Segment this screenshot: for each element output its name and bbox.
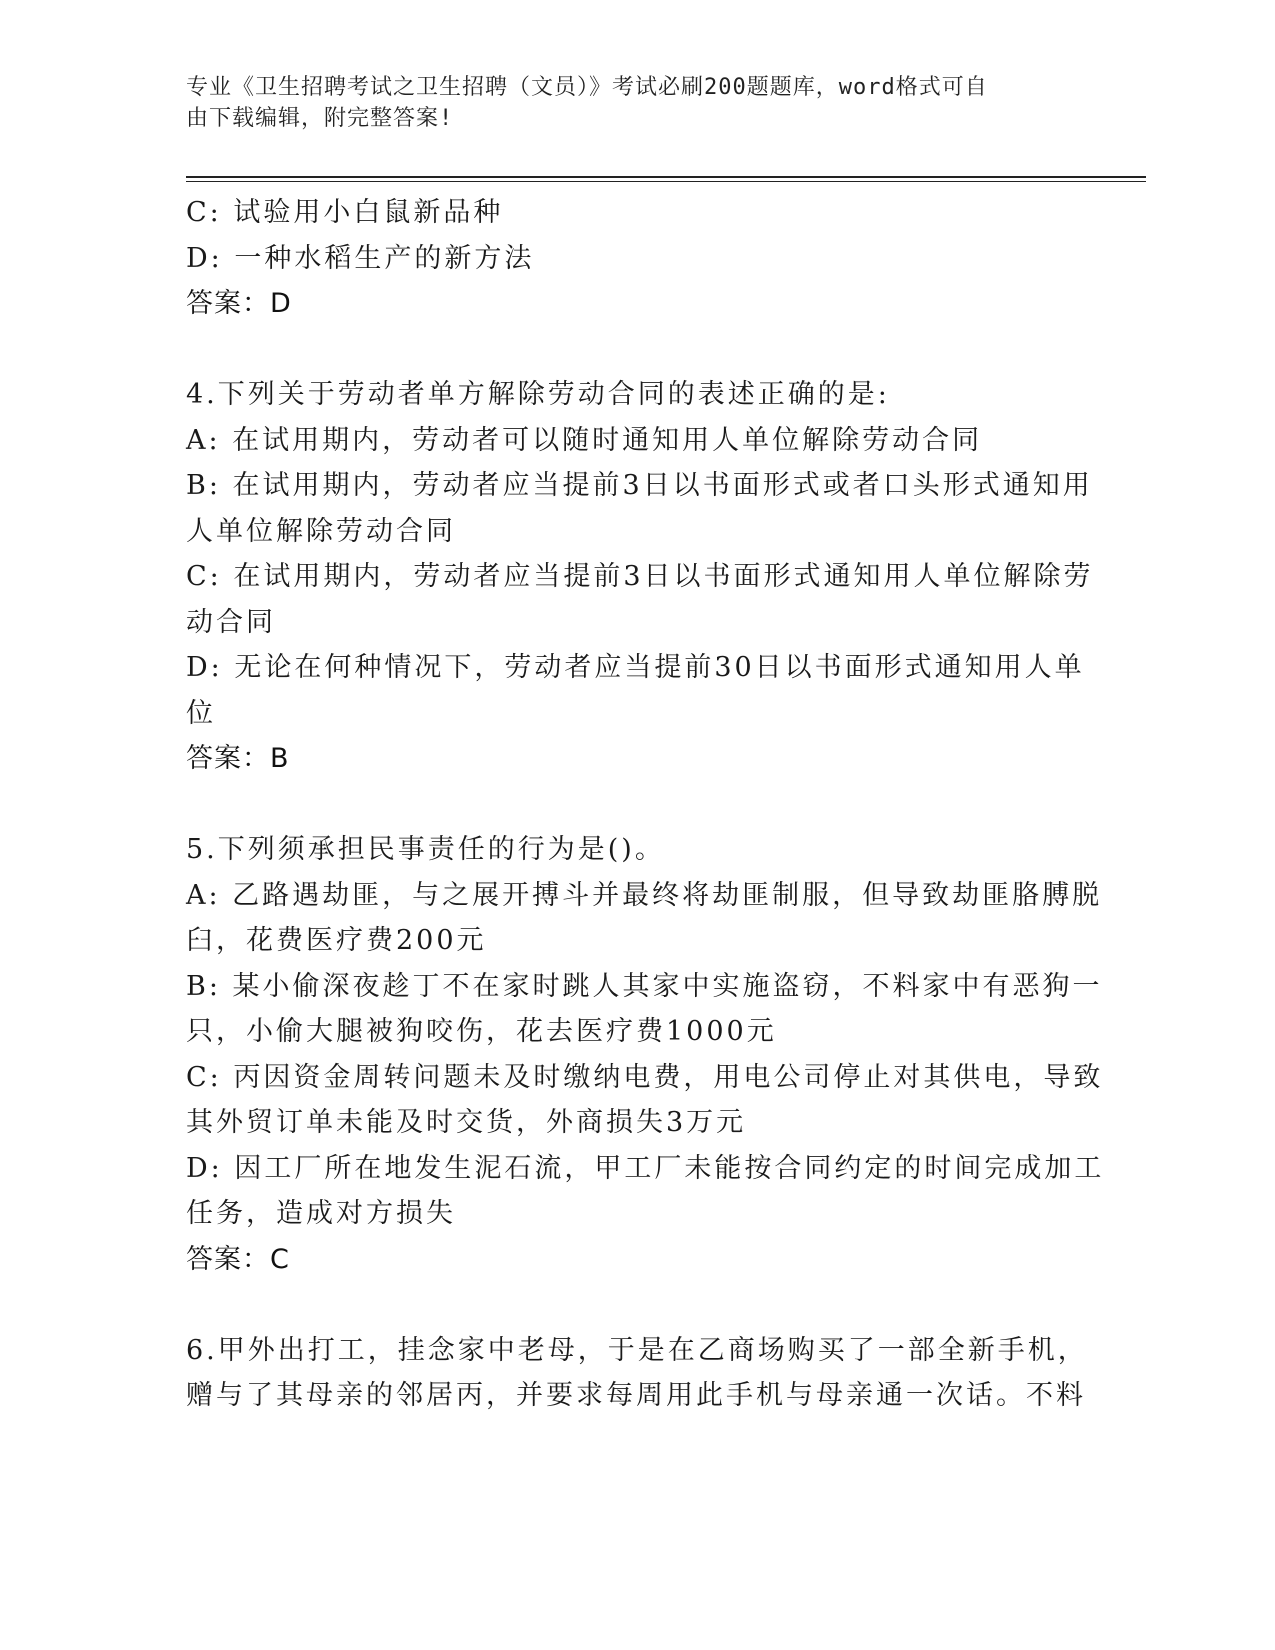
option-d-continued: 任务，造成对方损失: [186, 1198, 456, 1229]
option-d: D: 无论在何种情况下，劳动者应当提前30日以书面形式通知用人单: [186, 652, 1085, 683]
option-b-continued: 人单位解除劳动合同: [186, 515, 456, 547]
spacer: [186, 782, 1066, 828]
option-b: B: 在试用期内，劳动者应当提前3日以书面形式或者口头形式通知用: [186, 470, 1093, 501]
document-body: [186, 190, 1105, 1419]
question-block-5: [186, 827, 1105, 1282]
header-line-2: 由下载编辑，附完整答案!: [186, 106, 454, 131]
option-c: C: 丙因资金周转问题未及时缴纳电费，用电公司停止对其供电，导致: [186, 1061, 1104, 1093]
answer-line: 答案：B: [186, 743, 290, 774]
question-stem: 5.下列须承担民事责任的行为是()。: [186, 834, 665, 865]
question-block-3: [186, 190, 1066, 327]
header-divider-thick: [186, 176, 1146, 178]
spacer: [186, 327, 1066, 373]
option-b-continued: 只，小偷大腿被狗咬伤，花去医疗费1000元: [186, 1016, 777, 1047]
answer-line: 答案：D: [186, 288, 292, 319]
answer-line: 答案：C: [186, 1243, 290, 1275]
option-d: D: 一种水稻生产的新方法: [186, 242, 535, 274]
option-b: B: 某小偷深夜趁丁不在家时跳人其家中实施盗窃，不料家中有恶狗一: [186, 970, 1103, 1002]
header-divider-thin: [186, 181, 1146, 182]
option-c-continued: 其外贸订单未能及时交货，外商损失3万元: [186, 1107, 747, 1138]
header-line-1: 专业《卫生招聘考试之卫生招聘（文员）》考试必刷200题题库，word格式可自: [186, 75, 988, 100]
question-block-6: [186, 1328, 1088, 1419]
option-a: A: 乙路遇劫匪，与之展开搏斗并最终将劫匪制服，但导致劫匪胳膊脱: [186, 879, 1103, 911]
question-stem: 4.下列关于劳动者单方解除劳动合同的表述正确的是:: [186, 379, 890, 410]
question-block-4: [186, 372, 1094, 782]
option-a: A: 在试用期内，劳动者可以随时通知用人单位解除劳动合同: [186, 424, 983, 456]
option-a-continued: 臼，花费医疗费200元: [186, 925, 487, 956]
spacer: [186, 1282, 1066, 1328]
question-stem-continued: 赠与了其母亲的邻居丙，并要求每周用此手机与母亲通一次话。不料: [186, 1380, 1086, 1411]
question-stem: 6.甲外出打工，挂念家中老母，于是在乙商场购买了一部全新手机，: [186, 1334, 1088, 1366]
option-c-continued: 动合同: [186, 606, 276, 638]
option-d: D: 因工厂所在地发生泥石流，甲工厂未能按合同约定的时间完成加工: [186, 1152, 1105, 1184]
option-c: C: 在试用期内，劳动者应当提前3日以书面形式通知用人单位解除劳: [186, 561, 1094, 592]
option-c: C: 试验用小白鼠新品种: [186, 197, 504, 228]
option-d-continued: 位: [186, 697, 216, 729]
document-header: [186, 72, 1066, 134]
